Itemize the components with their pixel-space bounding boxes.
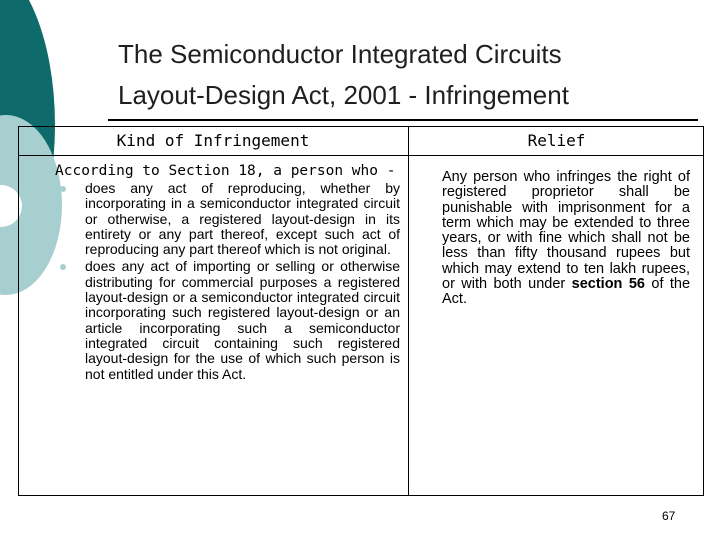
- table-header-rule-left: [18, 155, 408, 156]
- bullet-icon: [60, 264, 66, 270]
- section-18-intro: According to Section 18, a person who -: [55, 163, 396, 179]
- column-header-kind-of-infringement: Kind of Infringement: [116, 131, 310, 150]
- slide-title: [118, 34, 698, 116]
- table-column-divider: [408, 126, 409, 496]
- title-underline: [108, 119, 698, 121]
- slide-title-line-2: Layout-Design Act, 2001 - Infringement: [118, 80, 569, 110]
- relief-text-end: of the Act.: [442, 276, 691, 308]
- relief-cell: [442, 170, 690, 308]
- list-item-text: does any act of reproducing, whether by incorporating in a semiconductor integrated circuit or otherwise, a registered layout-design in its entirety or any part thereof, except such act of reproducing any part thereof which is not original.: [85, 180, 400, 258]
- column-header-relief: Relief: [527, 131, 586, 150]
- bullet-icon: [60, 186, 66, 192]
- infringement-list: [55, 181, 400, 382]
- table-header-rule-right: [409, 155, 704, 156]
- list-item-text: does any act of importing or selling or otherwise distributing for commercial purposes a registered layout-design or a semiconductor integrated circuit incorporating such registered layout-design or an article incorporating such a semiconductor integrated circuit containing such registered layout-design for the use of which such person is not entitled under this Act.: [85, 258, 400, 382]
- list-item: [55, 181, 400, 257]
- list-item: [55, 259, 400, 381]
- page-number: 67: [662, 509, 676, 523]
- slide-title-line-1: The Semiconductor Integrated Circuits: [118, 39, 562, 69]
- section-56-reference: section 56: [571, 276, 645, 293]
- relief-text: Any person who infringes the right of registered proprietor shall be punishable with imprisonment for a term which may be extended to three years, or with fine which shall not be less than fifty thousand rupees but which may extend to ten lakh rupees, or with both under: [442, 169, 690, 293]
- infringement-cell: [55, 163, 400, 384]
